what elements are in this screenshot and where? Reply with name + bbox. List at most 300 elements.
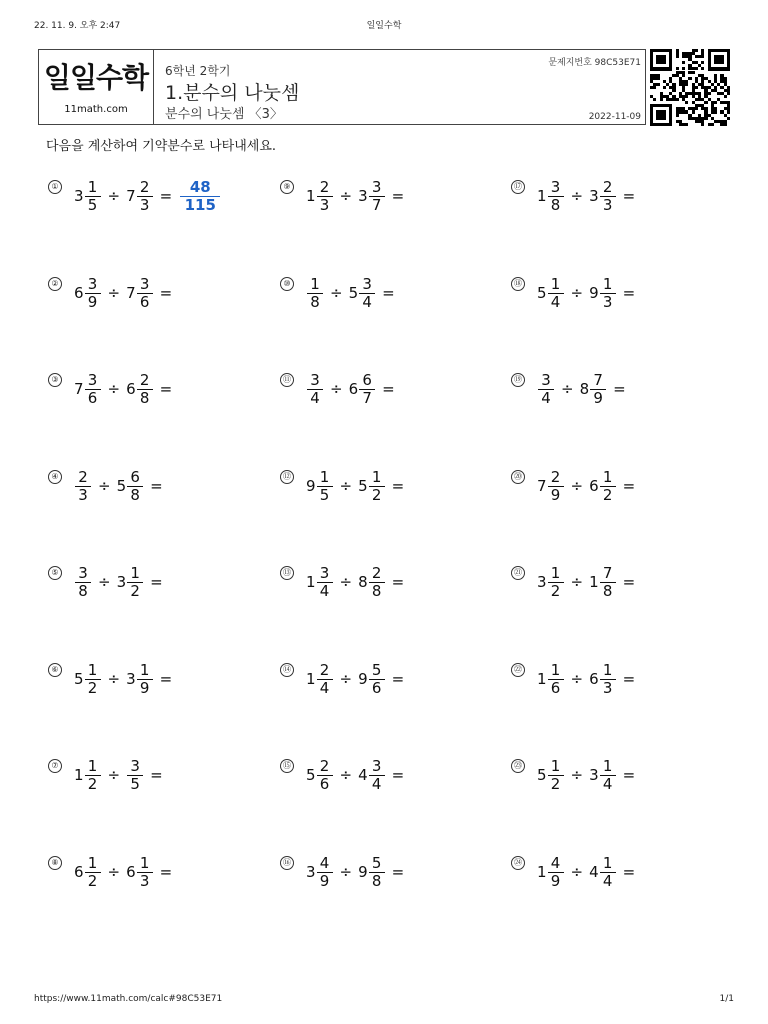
problem-number: ⑬ bbox=[280, 566, 294, 580]
answer-numerator: 48 bbox=[189, 177, 211, 196]
divisor-fraction bbox=[138, 372, 152, 407]
divisor-numerator: 2 bbox=[371, 563, 382, 582]
dividend-fraction bbox=[86, 758, 100, 793]
equals-sign: = bbox=[613, 380, 626, 398]
divide-operator: ÷ bbox=[570, 477, 584, 495]
dividend-denominator: 2 bbox=[87, 678, 98, 697]
topic-subtitle: 분수의 나눗셈 〈3〉 bbox=[165, 107, 283, 122]
problem bbox=[48, 464, 268, 508]
divisor-whole: 6 bbox=[348, 380, 359, 398]
dividend-whole: 1 bbox=[306, 573, 316, 591]
problem-expression bbox=[306, 464, 404, 508]
dividend-denominator: 9 bbox=[87, 292, 98, 311]
dividend-numerator: 2 bbox=[550, 467, 561, 486]
dividend-whole: 1 bbox=[74, 766, 84, 784]
problem bbox=[280, 174, 500, 218]
dividend-denominator: 4 bbox=[310, 388, 320, 407]
divisor-whole: 6 bbox=[589, 670, 599, 688]
page-number: 1/1 bbox=[719, 994, 734, 1004]
dividend-numerator: 1 bbox=[550, 756, 561, 775]
problem-number: ⑪ bbox=[280, 373, 294, 387]
qr-module bbox=[663, 86, 666, 89]
qr-module bbox=[685, 95, 688, 98]
qr-code-icon bbox=[650, 49, 730, 126]
divisor-whole: 7 bbox=[126, 284, 136, 302]
qr-module bbox=[682, 61, 685, 64]
divisor-fraction bbox=[601, 469, 615, 504]
dividend-denominator: 6 bbox=[550, 678, 561, 697]
divisor-whole: 9 bbox=[358, 863, 368, 881]
qr-module bbox=[672, 89, 675, 92]
dividend-fraction bbox=[318, 855, 332, 890]
problem bbox=[511, 850, 731, 894]
print-url: https://www.11math.com/calc#98C53E71 bbox=[34, 994, 223, 1004]
dividend-denominator: 8 bbox=[78, 581, 88, 600]
divisor-whole: 4 bbox=[589, 863, 599, 881]
equals-sign: = bbox=[150, 477, 163, 495]
divide-operator: ÷ bbox=[98, 477, 111, 495]
equals-sign: = bbox=[622, 863, 636, 881]
problem bbox=[511, 367, 731, 411]
equals-sign: = bbox=[159, 187, 173, 205]
divisor-fraction bbox=[601, 179, 615, 214]
dividend-denominator: 2 bbox=[550, 581, 561, 600]
dividend-whole: 1 bbox=[537, 670, 547, 688]
problem-expression bbox=[537, 271, 635, 315]
dividend-fraction bbox=[318, 179, 332, 214]
divisor-denominator: 3 bbox=[602, 292, 613, 311]
logo-site: 11math.com bbox=[64, 104, 128, 115]
equals-sign: = bbox=[391, 863, 405, 881]
dividend-numerator: 1 bbox=[87, 660, 98, 679]
qr-module bbox=[727, 92, 730, 95]
equals-sign: = bbox=[622, 187, 636, 205]
dividend-fraction bbox=[76, 469, 90, 504]
problem-expression bbox=[74, 271, 172, 315]
qr-module bbox=[695, 107, 698, 110]
divide-operator: ÷ bbox=[339, 766, 353, 784]
dividend-denominator: 3 bbox=[319, 195, 330, 214]
qr-module bbox=[685, 101, 688, 104]
divisor-numerator: 1 bbox=[602, 756, 613, 775]
qr-module bbox=[653, 98, 656, 101]
qr-module bbox=[708, 92, 711, 95]
equals-sign: = bbox=[622, 477, 636, 495]
qr-module bbox=[688, 77, 691, 80]
dividend-numerator: 3 bbox=[550, 177, 561, 196]
problem-expression bbox=[537, 367, 626, 411]
dividend-fraction bbox=[549, 276, 563, 311]
divisor-numerator: 2 bbox=[139, 177, 150, 196]
dividend-denominator: 2 bbox=[550, 774, 561, 793]
divisor-denominator: 9 bbox=[139, 678, 150, 697]
divisor-fraction bbox=[370, 855, 384, 890]
qr-module bbox=[692, 71, 695, 74]
dividend-whole: 3 bbox=[537, 573, 547, 591]
qr-module bbox=[714, 101, 717, 104]
divisor-denominator: 2 bbox=[602, 485, 613, 504]
dividend-numerator: 2 bbox=[319, 177, 330, 196]
problem-expression bbox=[74, 367, 172, 411]
problem-number: ⑤ bbox=[48, 566, 62, 580]
divisor-numerator: 5 bbox=[371, 853, 382, 872]
qr-module bbox=[711, 123, 714, 126]
dividend-denominator: 4 bbox=[319, 678, 330, 697]
dividend-whole: 7 bbox=[74, 380, 84, 398]
dividend-fraction bbox=[318, 662, 332, 697]
problem-number: ⑰ bbox=[511, 180, 525, 194]
qr-module bbox=[692, 110, 695, 113]
qr-module bbox=[682, 74, 685, 77]
problem-number: ㉓ bbox=[511, 759, 525, 773]
qr-module bbox=[676, 98, 679, 101]
equals-sign: = bbox=[382, 284, 395, 302]
problem-number: ⑦ bbox=[48, 759, 62, 773]
logo bbox=[39, 50, 154, 124]
answer-denominator: 115 bbox=[184, 195, 216, 214]
divisor-numerator: 7 bbox=[602, 563, 613, 582]
divide-operator: ÷ bbox=[107, 187, 121, 205]
divisor-denominator: 3 bbox=[602, 195, 613, 214]
qr-module bbox=[656, 55, 666, 64]
dividend-denominator: 4 bbox=[550, 292, 561, 311]
equals-sign: = bbox=[622, 284, 636, 302]
divide-operator: ÷ bbox=[107, 670, 121, 688]
divisor-whole: 4 bbox=[358, 766, 368, 784]
divisor-fraction bbox=[370, 758, 384, 793]
divisor-whole: 8 bbox=[579, 380, 590, 398]
problem bbox=[511, 464, 731, 508]
divisor-whole: 9 bbox=[589, 284, 599, 302]
problem-expression bbox=[74, 174, 220, 218]
qr-module bbox=[660, 98, 663, 101]
problem bbox=[48, 271, 268, 315]
dividend-fraction bbox=[308, 372, 322, 407]
problem-number: ⑱ bbox=[511, 277, 525, 291]
dividend-numerator: 1 bbox=[87, 853, 98, 872]
problem bbox=[511, 271, 731, 315]
divisor-numerator: 3 bbox=[130, 756, 140, 775]
divisor-numerator: 3 bbox=[139, 274, 150, 293]
qr-module bbox=[656, 110, 666, 119]
divisor-fraction bbox=[138, 179, 152, 214]
divisor-whole: 5 bbox=[116, 477, 127, 495]
dividend-denominator: 8 bbox=[550, 195, 561, 214]
qr-module bbox=[656, 83, 659, 86]
problem bbox=[48, 753, 268, 797]
divide-operator: ÷ bbox=[107, 380, 121, 398]
problem-expression bbox=[537, 464, 635, 508]
problem-number: ⑮ bbox=[280, 759, 294, 773]
divisor-fraction bbox=[360, 372, 374, 407]
divisor-numerator: 3 bbox=[362, 274, 372, 293]
qr-module bbox=[676, 114, 679, 117]
problem-number: ⑳ bbox=[511, 470, 525, 484]
problem bbox=[48, 367, 268, 411]
qr-module bbox=[695, 49, 698, 52]
problem-expression bbox=[74, 850, 172, 894]
problem-expression bbox=[306, 850, 404, 894]
equals-sign: = bbox=[391, 670, 405, 688]
problem-number: ⑲ bbox=[511, 373, 525, 387]
qr-module bbox=[695, 86, 698, 89]
dividend-whole: 1 bbox=[537, 863, 547, 881]
divisor-denominator: 4 bbox=[362, 292, 372, 311]
divide-operator: ÷ bbox=[570, 573, 584, 591]
divide-operator: ÷ bbox=[570, 187, 584, 205]
problem-number: ㉔ bbox=[511, 856, 525, 870]
problem-number: ⑭ bbox=[280, 663, 294, 677]
divisor-fraction bbox=[138, 662, 152, 697]
divide-operator: ÷ bbox=[339, 670, 353, 688]
divisor-whole: 6 bbox=[126, 380, 136, 398]
dividend-numerator: 1 bbox=[550, 660, 561, 679]
qr-module bbox=[676, 55, 679, 58]
qr-module bbox=[653, 86, 656, 89]
divisor-whole: 5 bbox=[358, 477, 368, 495]
dividend-numerator: 1 bbox=[550, 274, 561, 293]
problem-number: ⑧ bbox=[48, 856, 62, 870]
divide-operator: ÷ bbox=[570, 284, 584, 302]
dividend-fraction bbox=[86, 662, 100, 697]
divide-operator: ÷ bbox=[107, 284, 121, 302]
dividend-numerator: 2 bbox=[319, 756, 330, 775]
divisor-numerator: 2 bbox=[139, 370, 150, 389]
divisor-fraction bbox=[601, 855, 615, 890]
dividend-fraction bbox=[549, 855, 563, 890]
equals-sign: = bbox=[391, 187, 405, 205]
dividend-denominator: 3 bbox=[78, 485, 88, 504]
qr-module bbox=[704, 117, 707, 120]
print-date: 22. 11. 9. 오후 2:47 bbox=[34, 21, 121, 31]
instruction-text: 다음을 계산하여 기약분수로 나타내세요. bbox=[46, 139, 277, 154]
problem-number: ④ bbox=[48, 470, 62, 484]
divisor-numerator: 1 bbox=[602, 274, 613, 293]
divisor-fraction bbox=[370, 662, 384, 697]
dividend-numerator: 2 bbox=[319, 660, 330, 679]
problem-expression bbox=[537, 657, 635, 701]
dividend-fraction bbox=[308, 276, 322, 311]
equals-sign: = bbox=[382, 380, 395, 398]
equals-sign: = bbox=[622, 766, 636, 784]
divisor-denominator: 4 bbox=[602, 871, 613, 890]
divisor-numerator: 1 bbox=[371, 467, 382, 486]
divide-operator: ÷ bbox=[107, 766, 121, 784]
divisor-denominator: 5 bbox=[130, 774, 140, 793]
dividend-whole: 5 bbox=[74, 670, 84, 688]
problem bbox=[48, 174, 268, 218]
qr-module bbox=[724, 95, 727, 98]
divisor-numerator: 1 bbox=[130, 563, 140, 582]
dividend-denominator: 6 bbox=[319, 774, 330, 793]
problem bbox=[280, 367, 500, 411]
dividend-fraction bbox=[318, 469, 332, 504]
divisor-denominator: 7 bbox=[362, 388, 372, 407]
dividend-numerator: 3 bbox=[310, 370, 320, 389]
divisor-fraction bbox=[601, 276, 615, 311]
equals-sign: = bbox=[391, 573, 405, 591]
print-title: 일일수학 bbox=[366, 21, 402, 31]
divisor-denominator: 4 bbox=[371, 774, 382, 793]
divisor-fraction bbox=[138, 855, 152, 890]
divisor-denominator: 6 bbox=[371, 678, 382, 697]
dividend-fraction bbox=[86, 179, 100, 214]
divisor-whole: 3 bbox=[358, 187, 368, 205]
problem bbox=[280, 850, 500, 894]
problem-expression bbox=[74, 560, 163, 604]
problem-expression bbox=[537, 753, 635, 797]
equals-sign: = bbox=[159, 380, 173, 398]
divisor-denominator: 4 bbox=[602, 774, 613, 793]
divisor-denominator: 8 bbox=[371, 871, 382, 890]
qr-module bbox=[727, 110, 730, 113]
qr-module bbox=[714, 55, 724, 64]
dividend-whole: 1 bbox=[306, 187, 316, 205]
problem-id: 문제지번호 98C53E71 bbox=[548, 58, 641, 68]
divisor-denominator: 3 bbox=[602, 678, 613, 697]
problem-expression bbox=[306, 271, 395, 315]
divisor-whole: 9 bbox=[358, 670, 368, 688]
divisor-numerator: 6 bbox=[130, 467, 140, 486]
dividend-whole: 1 bbox=[537, 187, 547, 205]
dividend-fraction bbox=[86, 855, 100, 890]
divide-operator: ÷ bbox=[107, 863, 121, 881]
problem-number: ⑫ bbox=[280, 470, 294, 484]
divisor-numerator: 1 bbox=[602, 660, 613, 679]
divisor-numerator: 6 bbox=[362, 370, 372, 389]
divide-operator: ÷ bbox=[330, 380, 343, 398]
qr-module bbox=[701, 55, 704, 58]
divisor-fraction bbox=[128, 758, 142, 793]
dividend-fraction bbox=[76, 565, 90, 600]
qr-module bbox=[704, 101, 707, 104]
divisor-numerator: 3 bbox=[371, 756, 382, 775]
problem-expression bbox=[306, 367, 395, 411]
divisor-fraction bbox=[138, 276, 152, 311]
dividend-numerator: 3 bbox=[541, 370, 551, 389]
problem bbox=[280, 271, 500, 315]
dividend-numerator: 3 bbox=[319, 563, 330, 582]
divisor-denominator: 3 bbox=[139, 871, 150, 890]
dividend-numerator: 3 bbox=[87, 370, 98, 389]
divisor-whole: 8 bbox=[358, 573, 368, 591]
problem-expression bbox=[306, 753, 404, 797]
dividend-fraction bbox=[318, 565, 332, 600]
dividend-whole: 3 bbox=[306, 863, 316, 881]
dividend-whole: 6 bbox=[74, 284, 84, 302]
dividend-numerator: 3 bbox=[87, 274, 98, 293]
divisor-fraction bbox=[128, 565, 142, 600]
dividend-fraction bbox=[86, 276, 100, 311]
qr-module bbox=[727, 117, 730, 120]
divisor-fraction bbox=[128, 469, 142, 504]
dividend-denominator: 9 bbox=[550, 485, 561, 504]
dividend-denominator: 5 bbox=[319, 485, 330, 504]
problem-number: ① bbox=[48, 180, 62, 194]
dividend-whole: 3 bbox=[74, 187, 84, 205]
divisor-numerator: 1 bbox=[139, 853, 150, 872]
divisor-fraction bbox=[601, 758, 615, 793]
problem bbox=[48, 850, 268, 894]
divisor-whole: 6 bbox=[126, 863, 136, 881]
divide-operator: ÷ bbox=[98, 573, 111, 591]
divide-operator: ÷ bbox=[339, 187, 353, 205]
worksheet-date: 2022-11-09 bbox=[588, 112, 641, 122]
worksheet-header bbox=[38, 49, 646, 125]
equals-sign: = bbox=[159, 863, 173, 881]
dividend-fraction bbox=[549, 565, 563, 600]
qr-module bbox=[685, 123, 688, 126]
problem-number: ⑩ bbox=[280, 277, 294, 291]
divisor-numerator: 1 bbox=[139, 660, 150, 679]
logo-name: 일일수학 bbox=[43, 61, 149, 94]
problem bbox=[280, 560, 500, 604]
dividend-whole: 9 bbox=[306, 477, 316, 495]
equals-sign: = bbox=[159, 284, 173, 302]
dividend-whole: 5 bbox=[537, 284, 547, 302]
dividend-denominator: 6 bbox=[87, 388, 98, 407]
divisor-fraction bbox=[360, 276, 374, 311]
divisor-numerator: 3 bbox=[371, 177, 382, 196]
equals-sign: = bbox=[622, 670, 636, 688]
dividend-numerator: 3 bbox=[78, 563, 88, 582]
divisor-whole: 6 bbox=[589, 477, 599, 495]
dividend-denominator: 9 bbox=[319, 871, 330, 890]
dividend-fraction bbox=[549, 179, 563, 214]
grade-label: 6학년 2학기 bbox=[165, 64, 231, 78]
problem-expression bbox=[74, 753, 163, 797]
dividend-whole: 1 bbox=[306, 670, 316, 688]
problem-number: ㉒ bbox=[511, 663, 525, 677]
equals-sign: = bbox=[159, 670, 173, 688]
dividend-numerator: 1 bbox=[310, 274, 320, 293]
divide-operator: ÷ bbox=[339, 573, 353, 591]
dividend-denominator: 9 bbox=[550, 871, 561, 890]
problem bbox=[511, 753, 731, 797]
divisor-denominator: 7 bbox=[371, 195, 382, 214]
divisor-denominator: 9 bbox=[593, 388, 603, 407]
problem-number: ⑯ bbox=[280, 856, 294, 870]
problem-expression bbox=[74, 464, 163, 508]
divisor-whole: 3 bbox=[589, 187, 599, 205]
problem-expression bbox=[306, 174, 404, 218]
divisor-numerator: 1 bbox=[602, 467, 613, 486]
qr-module bbox=[695, 67, 698, 70]
dividend-denominator: 8 bbox=[310, 292, 320, 311]
divisor-denominator: 8 bbox=[602, 581, 613, 600]
problem-number: ③ bbox=[48, 373, 62, 387]
problem bbox=[511, 657, 731, 701]
problem-expression bbox=[537, 850, 635, 894]
divide-operator: ÷ bbox=[339, 477, 353, 495]
divisor-denominator: 6 bbox=[139, 292, 150, 311]
problem-number: ㉑ bbox=[511, 566, 525, 580]
dividend-fraction bbox=[86, 372, 100, 407]
dividend-fraction bbox=[539, 372, 553, 407]
equals-sign: = bbox=[150, 766, 163, 784]
dividend-fraction bbox=[549, 662, 563, 697]
problem-expression bbox=[306, 560, 404, 604]
problem bbox=[511, 560, 731, 604]
equals-sign: = bbox=[391, 766, 405, 784]
divisor-denominator: 2 bbox=[371, 485, 382, 504]
dividend-denominator: 2 bbox=[87, 871, 98, 890]
problem-expression bbox=[74, 657, 172, 701]
problem bbox=[511, 174, 731, 218]
dividend-numerator: 1 bbox=[87, 756, 98, 775]
problem-expression bbox=[537, 174, 635, 218]
problem-number: ⑨ bbox=[280, 180, 294, 194]
